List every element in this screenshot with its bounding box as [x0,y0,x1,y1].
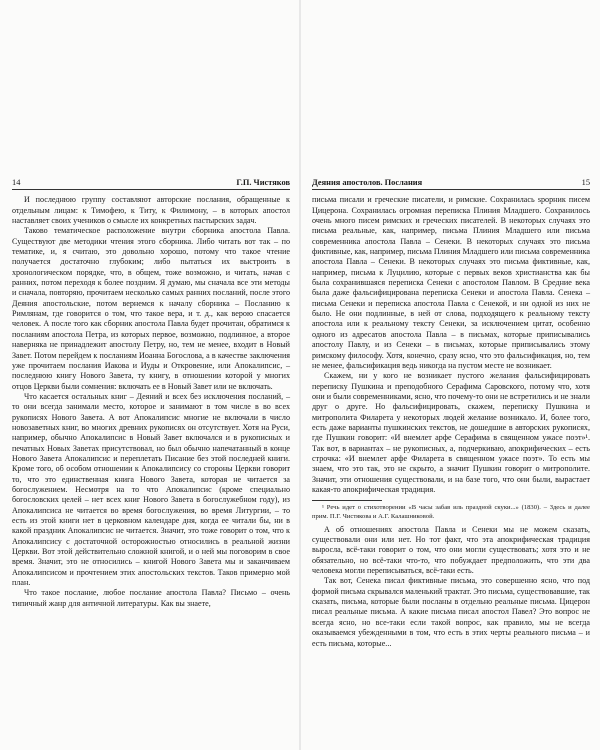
paragraph: письма писали и греческие писатели, и римские. Сохранилась spoрник писем Цицерона. Сохранилась огромная переписка Плиния Младшего. Сохранилось очень много писем римских и греческих писателей. В некоторых случаях это письма реальные, как, например, письма Плиния Младшего или письма современника апостола Павла – Сенеки. В некоторых случаях это письма фиктивные, как, например, письма Плиния Младшего или письма современника апостола Павла – Сенеки. В некоторых случаях это письма фиктивные, как, например, письма к Луцилию, которые с первых веков христианства как бы была сохранившаяся переписка Сенеки с апостолом Павлом. В Средние века была даже фальсифицирована переписка Сенеки и апостола Павла. Сенека – письма Сенеки и переписка апостола Павла с Сенекой, и ни одной из них не было. Не они подлинные, в ней от слова, подходящего к реальному тексту апостола или к реальному тексту Сенеки, за исключением цитат, особенно одного из адресатов апостола Павла – в письмах, которые приписывались апостолу Павлу, и из Сенеки – в письмах, которые приписывались этому римскому философу. Хотя, конечно, сразу ясно, что это фальсификация, но, тем не менее, фальсификация ведь никогда на пустом месте не возникает. [312,195,590,370]
left-page-number: 14 [12,178,21,187]
left-page [12,178,290,609]
footnote: ¹ Речь идет о стихотворении «В часы забав иль праздной скуки...» (1830). – Здесь и далее прим. П.Г. Чистякова и А.Г. Калашниковой. [312,504,590,520]
paragraph: Что такое послание, любое послание апостола Павла? Письмо – очень типичный жанр для античной литературы. Как вы знаете, [12,588,290,608]
right-page-number: 15 [581,178,590,187]
right-running-head [312,178,590,190]
book-gutter [299,0,301,750]
paragraph: Скажем, ни у кого не возникает пустого желания фальсифицировать переписку Пушкина и преподобного Серафима Саровского, потому что, хотя они и были современниками, ясно, что почему-то они не встретились и не знали друг о друге. Но фальсифицировать, скажем, переписку Пушкина и митрополита Филарета у некоторых людей желание возникало. И, более того, есть даже варианты пушкинских текстов, не дошедшие в авторских рукописях, где Пушкин говорит: «И внемлет арфе Серафима в священном ужасе поэт»¹. Так вот, в вариантах – не рукописных, а, подчеркиваю, апокрифических – есть строчка: «И внемлет арфе Филарета в священном ужасе поэт». То есть мы знаем, что это так, это не скрыто, а значит Пушкин говорит о митрополите. Значит, эти отношения существовали, и на базе того, что они были, вырастает какая-то апокрифическая традиция. [312,371,590,494]
paragraph: И последнюю группу составляют авторские послания, обращенные к отдельным лицам: к Тимофею, к Титу, к Филимону, – в которых апостол наставляет своих учеников о смысле их конкретных пастырских задач. [12,195,290,226]
paragraph: А об отношениях апостола Павла и Сенеки мы не можем сказать, существовали они или нет. Но тот факт, что эта апокрифическая традиция выросла, всё-таки говорит о том, что они могли существовать; хотя это и не обязательно, но всё-таки что-то, что побуждает предположить, что эти два человека могли переписываться, всё-таки есть. [312,524,590,576]
footnote-rule [312,500,382,501]
paragraph: Что касается остальных книг – Деяний и всех без исключения посланий, – то они всегда занимали место, которое и занимают в том числе в во всех рукописях Нового Завета. А вот Апокалипсис многие не включали в число новозаветных книг, во многих древних рукописях он отсутствует. Хотя на Руси, например, обычно Апокалипсис в Новый Завет включался и в рукописных и печатных Новых Заветах присутствовал, но был обычно напечатанный в конце Нового Завета Апокалипсис и переплетать Писание без этой последней книги. Кроме того, об особом отношении к Апокалипсису со стороны Церкви говорит то, что это единственная книга Нового Завета, которая не читается за богослужением. Несмотря на то что Апокалипсис (кроме специально богословских целей – нет всех книг Нового Завета в богослужебном году), из Апокалипсиса не читается во время богослужения, во время Литургии, – то есть из этой книги нет в церковном календаре дня, когда ее читали бы, ни в какой праздник Апокалипсис не читается. Значит, это тоже говорит о том, что к Апокалипсису с достаточной осторожностью относились в реальной жизни Церкви. Вот этой действительно сложной книгой, и о ней мы поговорим в свое время. Значит, это не относились – книгой Нового Завета мы и заканчиваем Апокалипсисом и прочтением этих апостольских текстов. Таков примерно мой план. [12,391,290,588]
left-running-head [12,178,290,190]
paragraph: Так вот, Сенека писал фиктивные письма, это совершенно ясно, что под формой письма скрывался маленький трактат. Это письма, существовавшие, так сказать, письма, которые были посланы в отдельно реальные письма. Цицерон писал реальные письма. А какие письма писал апостол Павел? Это вопрос не всегда ясно, но все-таки если такой вопрос, как правило, мы не всегда оказываемся убежденными в том, что есть в этих черты реального письма – и есть письма, которые... [312,576,590,648]
right-page [312,178,590,649]
paragraph: Таково тематическое расположение внутри сборника апостола Павла. Существуют две методики чтения этого сборника. Либо читать вот так – по тематике, и, я считаю, это довольно хорошо, потому что такое чтение получается достаточно глубоким; либо пытаться их выстроить в хронологическом порядке, что, в общем, тоже возможно, и читать, начав с ранних, потом переходя к более поздним. Я думаю, мы сначала все эти методы и сначала, повторяю, прочитаем несколько самых ранних посланий, после этого Деяния апостольские, потом вернемся к началу сборника – Посланию к Римлянам, где говорится о том, что такое вера, и т. д., как верою спасается человек. А после того как сборник апостола Павла будет прочитан, обратимся к посланиям апостола Петра, из которых первое, возможно, подлинное, а второе наверняка не принадлежит апостолу Петру, но, тем не менее, входит в Новый Завет. Потом перейдем к посланиям Иоанна Богослова, а в качестве заключения уже прочитаем послания Иакова и Иуды и Откровение, или Апокалипсис, – последнюю книгу Нового Завета, ту книгу, в отношении которой у многих отцов Церкви были сомнения: включать ее в Новый Завет или не включать. [12,226,290,391]
right-running-title: Деяния апостолов. Послания [312,178,423,187]
left-running-title: Г.П. Чистяков [236,178,290,187]
